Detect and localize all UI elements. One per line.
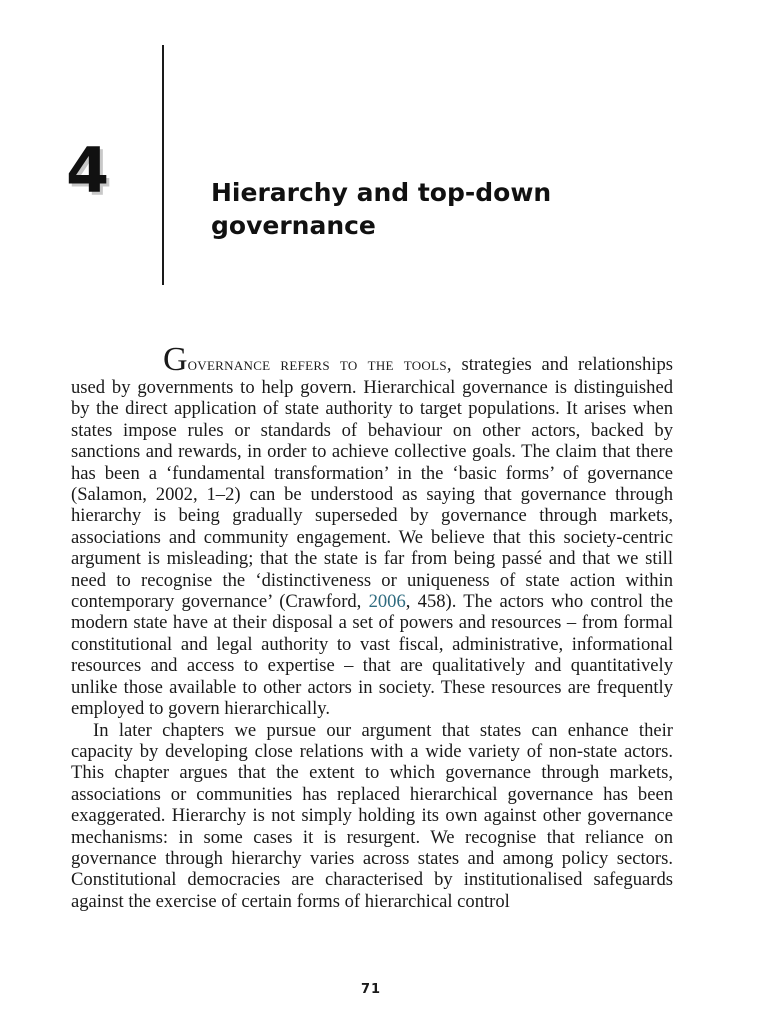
body-text [71, 343, 673, 912]
paragraph-1 [71, 343, 673, 720]
paragraph-2: In later chapters we pursue our argument that states can enhance their capacity by developing close relations with a wide variety of non-state actors. This chapter argues that the extent to which governance through markets, associations or communities has replaced hierarchical governance has been exaggerated. Hierarchy is not simply holding its own against other governance mechanisms: in some cases it is resurgent. We recognise that reliance on governance through hierarchy varies across states and among policy sectors. Constitutional democracies are characterised by institutionalised safeguards against the exercise of certain forms of hierarchical control [71, 719, 673, 912]
paragraph-1-text-b: , 458). The actors who control the modern state have at their disposal a set of powers and resources – from formal constitutional and legal authority to vast fiscal, administrative, informational resources and access to expertise – that are qualitatively and quantitatively unlike those available to other actors in society. These resources are frequently employed to govern hierarchically. [71, 591, 673, 720]
drop-cap: G [163, 341, 188, 378]
chapter-title: Hierarchy and top-down governance [211, 178, 552, 240]
vertical-rule [162, 45, 164, 285]
opening-smallcaps: overnance refers to the tools, [187, 354, 452, 375]
citation-link[interactable]: 2006 [368, 591, 406, 613]
paragraph-1-text-a: strategies and relationships used by governments to help govern. Hierarchical governance is distinguished by the direct application of state authority to target populations. It arises when states impose rules or standards of behaviour on other actors, backed by sanctions and rewards, in order to achieve collective goals. The claim that there has been a ‘fundamental transformation’ in the ‘basic forms’ of governance (Salamon, 2002, 1–2) can be understood as saying that governance through hierarchy is being gradually superseded by governance through markets, associations and community engagement. We believe that this society-centric argument is misleading; that the state is far from being passé and that we still need to recognise the ‘distinctiveness or uniqueness of state action within contemporary governance’ (Crawford, [71, 354, 674, 613]
page-number: 71 [360, 982, 382, 997]
chapter-number: 4 [66, 134, 110, 207]
